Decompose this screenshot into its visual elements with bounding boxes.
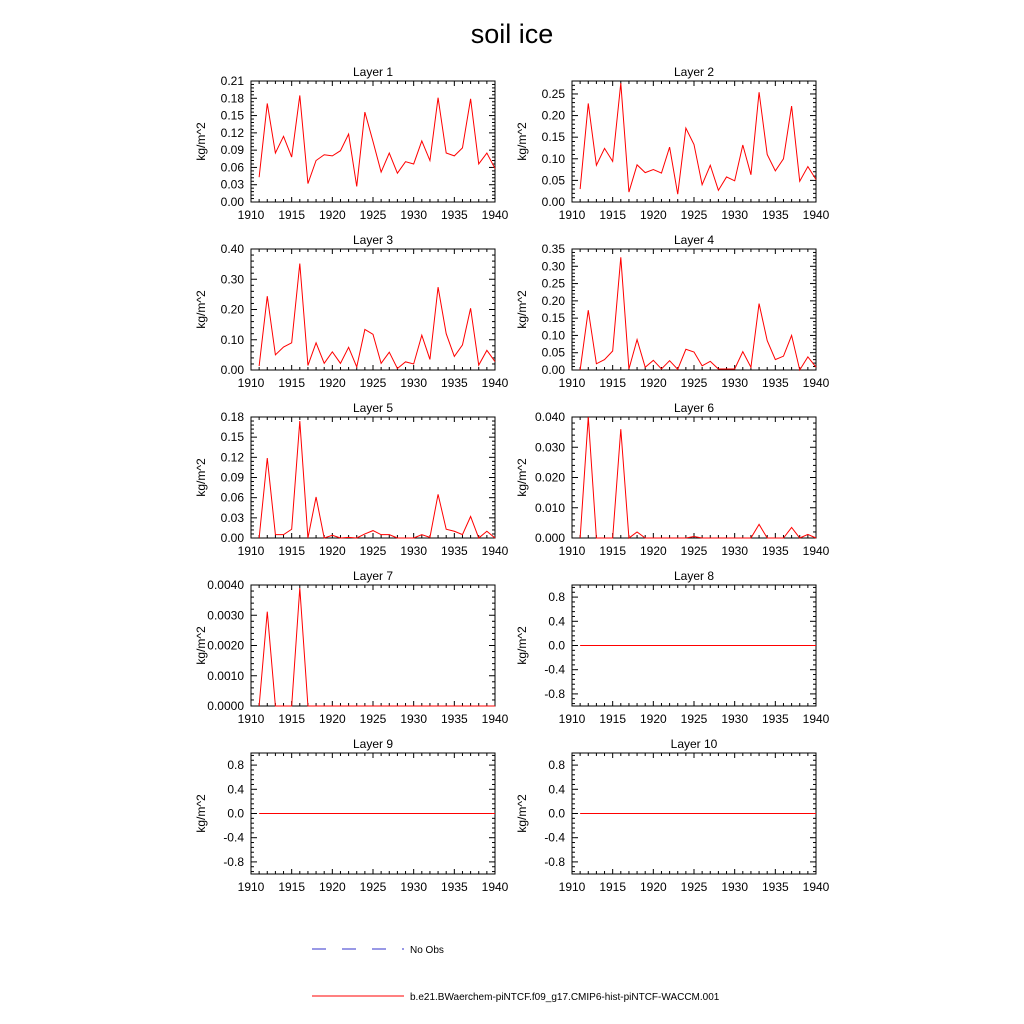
panel-layer-2 (515, 65, 830, 222)
x-tick-label: 1915 (599, 712, 627, 726)
x-tick-label: 1930 (721, 208, 749, 222)
y-tick-label: -0.8 (544, 686, 565, 701)
legend-model-label: b.e21.BWaerchem-piNTCF.f09_g17.CMIP6-hist-piNTCF-WACCM.001 (410, 992, 720, 1003)
y-axis-label: kg/m^2 (515, 458, 529, 497)
data-line-layer-5 (259, 421, 495, 538)
x-tick-label: 1920 (639, 208, 667, 222)
y-tick-label: 0.10 (541, 151, 565, 166)
x-tick-label: 1925 (680, 712, 708, 726)
data-line-layer-3 (259, 264, 495, 369)
x-tick-label: 1915 (278, 712, 306, 726)
panel-title: Layer 3 (352, 233, 394, 247)
y-tick-label: 0.25 (541, 86, 565, 101)
y-tick-label: 0.30 (220, 272, 244, 287)
y-axis-label: kg/m^2 (515, 290, 529, 329)
y-tick-label: 0.09 (220, 470, 244, 485)
data-line-layer-2 (580, 83, 816, 194)
y-tick-label: 0.00 (220, 195, 244, 209)
data-line-layer-1 (259, 95, 495, 186)
x-tick-label: 1935 (761, 208, 789, 222)
panel-layer-7 (194, 569, 509, 726)
y-axis-label: kg/m^2 (194, 290, 208, 329)
y-axis-label: kg/m^2 (194, 122, 208, 161)
x-tick-label: 1915 (599, 544, 627, 558)
y-axis-label: kg/m^2 (194, 626, 208, 665)
x-tick-label: 1925 (359, 208, 387, 222)
x-tick-label: 1925 (680, 208, 708, 222)
panel-layer-3 (194, 233, 509, 390)
y-tick-label: 0.030 (534, 440, 565, 455)
y-tick-label: 0.15 (541, 130, 565, 145)
x-tick-label: 1930 (721, 544, 749, 558)
x-tick-label: 1910 (558, 712, 586, 726)
y-tick-label: 0.0040 (207, 578, 244, 592)
x-tick-label: 1925 (359, 376, 387, 390)
data-line-layer-7 (259, 588, 495, 706)
data-line-layer-4 (580, 257, 816, 370)
y-tick-label: -0.4 (544, 830, 565, 845)
x-tick-label: 1935 (761, 712, 789, 726)
y-tick-label: 0.4 (227, 782, 244, 797)
y-tick-label: 0.0030 (207, 608, 244, 623)
legend-obs-label: No Obs (410, 945, 444, 956)
x-tick-label: 1940 (802, 712, 830, 726)
x-tick-label: 1935 (761, 376, 789, 390)
x-tick-label: 1910 (558, 880, 586, 894)
x-tick-label: 1930 (721, 376, 749, 390)
x-tick-label: 1940 (481, 880, 509, 894)
x-tick-label: 1920 (318, 208, 346, 222)
x-tick-label: 1920 (318, 712, 346, 726)
y-tick-label: 0.12 (220, 450, 244, 465)
y-axis-label: kg/m^2 (515, 122, 529, 161)
panel-title: Layer 2 (673, 65, 715, 79)
y-tick-label: 0.09 (220, 143, 244, 158)
x-tick-label: 1925 (359, 544, 387, 558)
panel-layer-10 (515, 737, 830, 894)
panel-title: Layer 10 (670, 737, 718, 751)
x-tick-label: 1940 (481, 712, 509, 726)
x-tick-label: 1935 (761, 880, 789, 894)
y-tick-label: 0.00 (541, 195, 565, 209)
panels-grid (194, 65, 830, 894)
x-tick-label: 1910 (558, 544, 586, 558)
x-tick-label: 1935 (440, 208, 468, 222)
x-tick-label: 1915 (278, 544, 306, 558)
x-tick-label: 1940 (802, 208, 830, 222)
x-tick-label: 1925 (680, 880, 708, 894)
y-tick-label: 0.10 (541, 328, 565, 343)
y-tick-label: 0.05 (541, 173, 565, 188)
y-tick-label: 0.21 (220, 74, 244, 88)
panel-layer-6 (515, 401, 830, 558)
y-tick-label: 0.0020 (207, 638, 244, 653)
y-tick-label: -0.4 (544, 662, 565, 677)
panel-layer-9 (194, 737, 509, 894)
x-tick-label: 1910 (237, 544, 265, 558)
y-tick-label: 0.35 (541, 242, 565, 256)
x-tick-label: 1930 (400, 544, 428, 558)
x-tick-label: 1940 (802, 880, 830, 894)
y-tick-label: 0.03 (220, 510, 244, 525)
y-tick-label: 0.20 (541, 108, 565, 123)
panel-title: Layer 6 (673, 401, 715, 415)
x-tick-label: 1925 (680, 544, 708, 558)
x-tick-label: 1915 (599, 376, 627, 390)
y-tick-label: 0.12 (220, 125, 244, 140)
x-tick-label: 1920 (318, 376, 346, 390)
panel-layer-8 (515, 569, 830, 726)
x-tick-label: 1915 (599, 208, 627, 222)
x-tick-label: 1915 (599, 880, 627, 894)
panel-title: Layer 8 (673, 569, 715, 583)
x-tick-label: 1920 (639, 376, 667, 390)
y-tick-label: 0.15 (220, 430, 244, 445)
y-tick-label: -0.8 (223, 854, 244, 869)
y-tick-label: 0.10 (220, 332, 244, 347)
x-tick-label: 1910 (237, 208, 265, 222)
figure-title: soil ice (470, 19, 554, 49)
y-tick-label: 0.20 (220, 302, 244, 317)
y-tick-label: 0.00 (220, 531, 244, 545)
x-tick-label: 1910 (237, 880, 265, 894)
y-tick-label: 0.0 (227, 806, 244, 821)
panel-title: Layer 5 (352, 401, 394, 415)
panel-title: Layer 7 (352, 569, 394, 583)
y-axis-label: kg/m^2 (515, 794, 529, 833)
y-tick-label: 0.18 (220, 410, 244, 424)
y-tick-label: 0.15 (220, 108, 244, 123)
y-tick-label: 0.30 (541, 259, 565, 274)
x-tick-label: 1940 (481, 376, 509, 390)
y-tick-label: 0.00 (541, 363, 565, 377)
y-tick-label: 0.000 (534, 531, 565, 545)
x-tick-label: 1925 (680, 376, 708, 390)
y-tick-label: 0.010 (534, 500, 565, 515)
y-tick-label: 0.05 (541, 345, 565, 360)
y-tick-label: 0.0 (548, 638, 565, 653)
x-tick-label: 1935 (440, 376, 468, 390)
panel-layer-4 (515, 233, 830, 390)
panel-title: Layer 9 (352, 737, 394, 751)
plot-frame (572, 417, 816, 538)
panel-title: Layer 1 (352, 65, 394, 79)
y-tick-label: 0.040 (534, 410, 565, 424)
panel-title: Layer 4 (673, 233, 715, 247)
x-tick-label: 1930 (400, 208, 428, 222)
x-tick-label: 1930 (400, 376, 428, 390)
plot-frame (251, 417, 495, 538)
x-tick-label: 1920 (318, 544, 346, 558)
x-tick-label: 1910 (237, 376, 265, 390)
x-tick-label: 1940 (481, 544, 509, 558)
x-tick-label: 1915 (278, 208, 306, 222)
y-tick-label: 0.00 (220, 363, 244, 377)
x-tick-label: 1925 (359, 880, 387, 894)
x-tick-label: 1935 (440, 544, 468, 558)
panel-layer-5 (194, 401, 509, 558)
plot-frame (251, 249, 495, 370)
y-tick-label: 0.18 (220, 91, 244, 106)
y-tick-label: 0.15 (541, 311, 565, 326)
y-tick-label: 0.0000 (207, 699, 244, 713)
x-tick-label: 1920 (318, 880, 346, 894)
x-tick-label: 1935 (440, 880, 468, 894)
x-tick-label: 1915 (278, 376, 306, 390)
y-tick-label: 0.0 (548, 806, 565, 821)
y-tick-label: 0.25 (541, 276, 565, 291)
data-line-layer-6 (580, 417, 816, 538)
x-tick-label: 1940 (802, 376, 830, 390)
y-tick-label: -0.4 (223, 830, 244, 845)
y-tick-label: 0.03 (220, 177, 244, 192)
x-tick-label: 1920 (639, 544, 667, 558)
x-tick-label: 1930 (400, 712, 428, 726)
y-tick-label: 0.8 (548, 590, 565, 605)
x-tick-label: 1925 (359, 712, 387, 726)
legend (312, 945, 720, 1003)
y-tick-label: 0.06 (220, 160, 244, 175)
y-tick-label: -0.8 (544, 854, 565, 869)
y-tick-label: 0.0010 (207, 668, 244, 683)
y-tick-label: 0.020 (534, 470, 565, 485)
x-tick-label: 1920 (639, 712, 667, 726)
y-axis-label: kg/m^2 (515, 626, 529, 665)
x-tick-label: 1920 (639, 880, 667, 894)
panel-layer-1 (194, 65, 509, 222)
plot-frame (572, 81, 816, 202)
x-tick-label: 1935 (761, 544, 789, 558)
x-tick-label: 1930 (400, 880, 428, 894)
y-tick-label: 0.06 (220, 490, 244, 505)
y-tick-label: 0.4 (548, 614, 565, 629)
x-tick-label: 1910 (237, 712, 265, 726)
x-tick-label: 1910 (558, 208, 586, 222)
x-tick-label: 1910 (558, 376, 586, 390)
x-tick-label: 1940 (802, 544, 830, 558)
y-tick-label: 0.40 (220, 242, 244, 256)
y-tick-label: 0.8 (548, 758, 565, 773)
y-tick-label: 0.8 (227, 758, 244, 773)
y-tick-label: 0.4 (548, 782, 565, 797)
y-tick-label: 0.20 (541, 293, 565, 308)
x-tick-label: 1930 (721, 880, 749, 894)
x-tick-label: 1930 (721, 712, 749, 726)
x-tick-label: 1915 (278, 880, 306, 894)
plot-frame (251, 585, 495, 706)
y-axis-label: kg/m^2 (194, 794, 208, 833)
x-tick-label: 1935 (440, 712, 468, 726)
x-tick-label: 1940 (481, 208, 509, 222)
y-axis-label: kg/m^2 (194, 458, 208, 497)
